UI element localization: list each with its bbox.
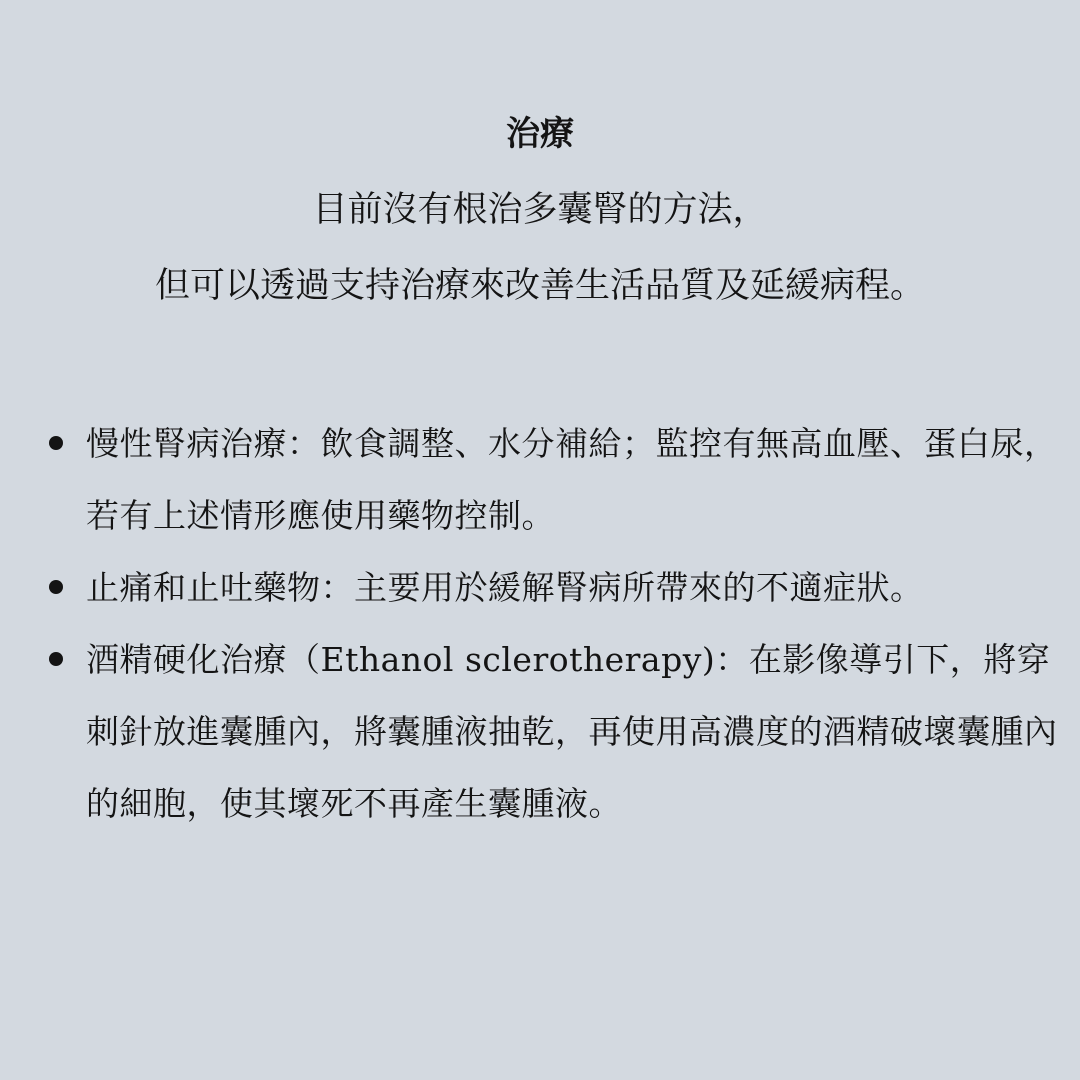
- list-item-pain-relief: [0, 552, 1080, 624]
- bullet-icon: [49, 436, 63, 450]
- page-title: 治療: [506, 114, 574, 154]
- intro-line-1: 目前沒有根治多囊腎的方法，: [312, 190, 768, 230]
- intro-line-2: 但可以透過支持治療來改善生活品質及延緩病程。: [154, 266, 925, 306]
- list-item-chronic-kidney-treatment: [0, 408, 1080, 552]
- list-item-text: 酒精硬化治療（Ethanol sclerotherapy)：在影像導引下，將穿刺針放進囊腫內，將囊腫液抽乾，再使用高濃度的酒精破壞囊腫內的細胞，使其壞死不再產生囊腫液。: [86, 640, 1058, 823]
- treatment-list: [0, 408, 1080, 840]
- list-item-text: 慢性腎病治療：飲食調整、水分補給；監控有無高血壓、蛋白尿，若有上述情形應使用藥物控制。: [86, 424, 1058, 535]
- list-item-ethanol-sclerotherapy: [0, 624, 1080, 840]
- bullet-icon: [49, 652, 63, 666]
- bullet-icon: [49, 580, 63, 594]
- list-item-text: 止痛和止吐藥物：主要用於緩解腎病所帶來的不適症狀。: [86, 568, 924, 607]
